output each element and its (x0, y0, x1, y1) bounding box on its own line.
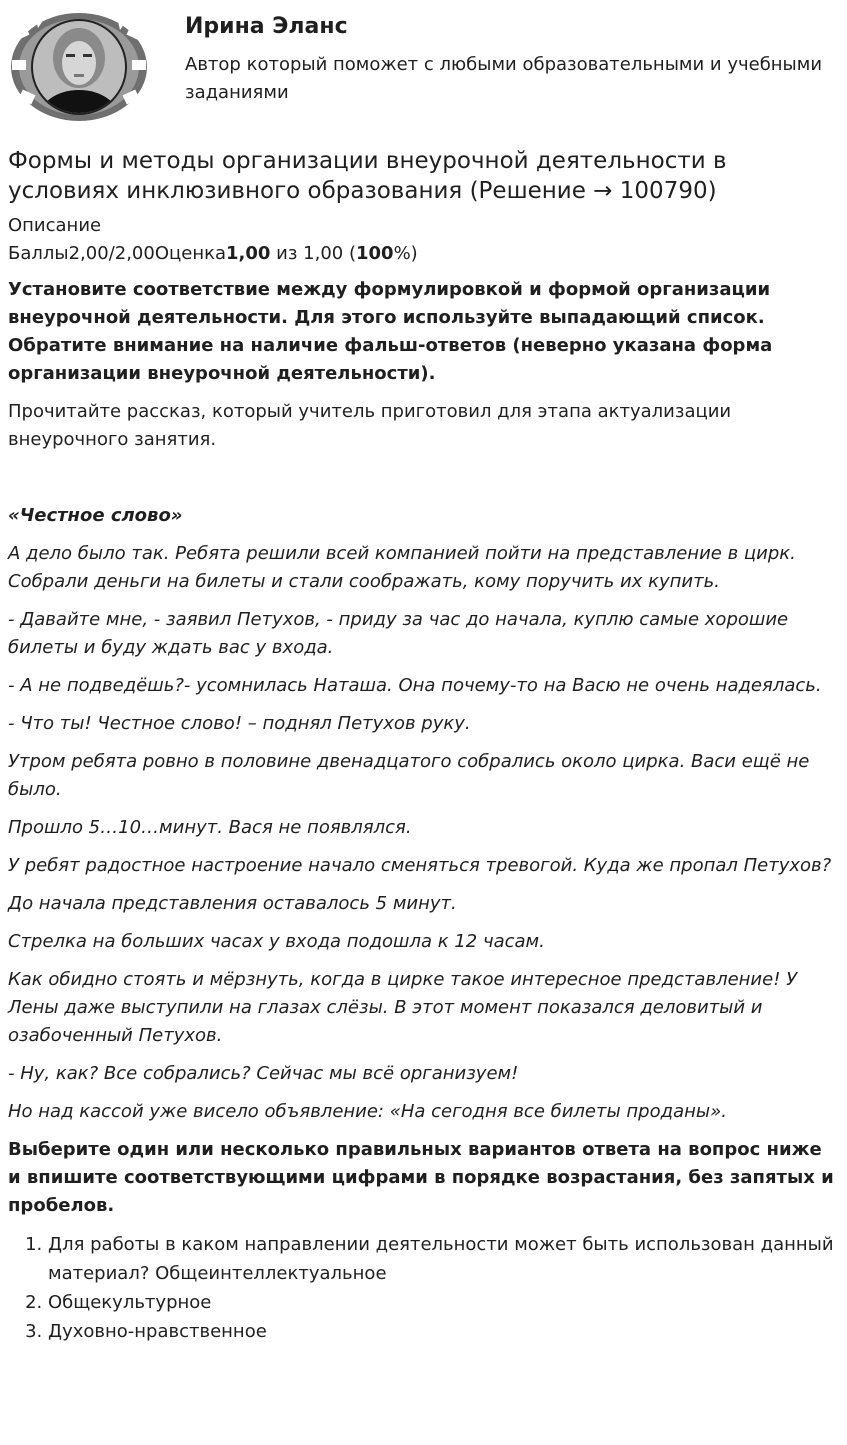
option-item: 2. Общекультурное (48, 1288, 838, 1317)
author-description: Автор который поможет с любыми образовательными и учебными заданиями (185, 54, 823, 103)
story-paragraph: Но над кассой уже висело объявление: «На сегодня все билеты проданы». (8, 1101, 727, 1122)
instruction-text: Установите соответствие между формулировкой и формой организации внеурочной деятельности. Для этого используйте выпадающий список. Обратите внимание на наличие фальш-ответов (неверно указана форма организации внеурочной деятельности). (8, 279, 773, 384)
grade-of: из 1,00 ( (270, 243, 356, 264)
question-prompt: Выберите один или несколько правильных вариантов ответа на вопрос ниже и впишите соответствующими цифрами в порядке возрастания, без запятых и пробелов. (8, 1139, 834, 1216)
main-content (8, 146, 838, 1346)
story-paragraph: - Ну, как? Все собрались? Сейчас мы всё организуем! (8, 1063, 519, 1084)
author-avatar (8, 8, 150, 126)
story-paragraph: Стрелка на больших часах у входа подошла к 12 часам. (8, 931, 545, 952)
grade-label: Оценка (154, 243, 227, 264)
story-paragraph: У ребят радостное настроение начало сменяться тревогой. Куда же пропал Петухов? (8, 855, 832, 876)
story-paragraph: А дело было так. Ребята решили всей компанией пойти на представление в цирк. Собрали деньги на билеты и стали соображать, кому поручить их купить. (8, 543, 796, 592)
description-label: Описание (8, 215, 102, 236)
score-line (8, 240, 838, 268)
story-paragraph: - Что ты! Честное слово! – поднял Петухов руку. (8, 713, 471, 734)
story-paragraph: Утром ребята ровно в половине двенадцатого собрались около цирка. Васи ещё не было. (8, 751, 810, 800)
story-paragraph: - Давайте мне, - заявил Петухов, - приду за час до начала, куплю самые хорошие билеты и буду ждать вас у входа. (8, 609, 789, 658)
author-name: Ирина Эланс (185, 14, 348, 39)
story-title: «Честное слово» (8, 505, 183, 526)
option-item: 1. Для работы в каком направлении деятельности может быть использован данный материал? Общеинтеллектуальное (48, 1230, 838, 1288)
score-label: Баллы (8, 243, 69, 264)
author-card (8, 8, 838, 128)
score-value: 2,00/2,00 (68, 243, 155, 264)
option-item: 3. Духовно-нравственное (48, 1317, 838, 1346)
options-list (8, 1230, 838, 1346)
grade-value: 1,00 (226, 243, 271, 264)
story-paragraph: - А не подведёшь?- усомнилась Наташа. Она почему-то на Васю не очень надеялась. (8, 675, 822, 696)
grade-percent-suffix: %) (393, 243, 418, 264)
page-title: Формы и методы организации внеурочной деятельности в условиях инклюзивного образования (Решение → 100790) (8, 148, 727, 204)
grade-percent: 100 (355, 243, 394, 264)
story-paragraph: Прошло 5…10…минут. Вася не появлялся. (8, 817, 412, 838)
intro-text: Прочитайте рассказ, который учитель приготовил для этапа актуализации внеурочного занятия. (8, 401, 732, 450)
story-paragraph: Как обидно стоять и мёрзнуть, когда в цирке такое интересное представление! У Лены даже выступили на глазах слёзы. В этот момент показался деловитый и озабоченный Петухов. (8, 969, 798, 1046)
story-paragraph: До начала представления оставалось 5 минут. (8, 893, 457, 914)
